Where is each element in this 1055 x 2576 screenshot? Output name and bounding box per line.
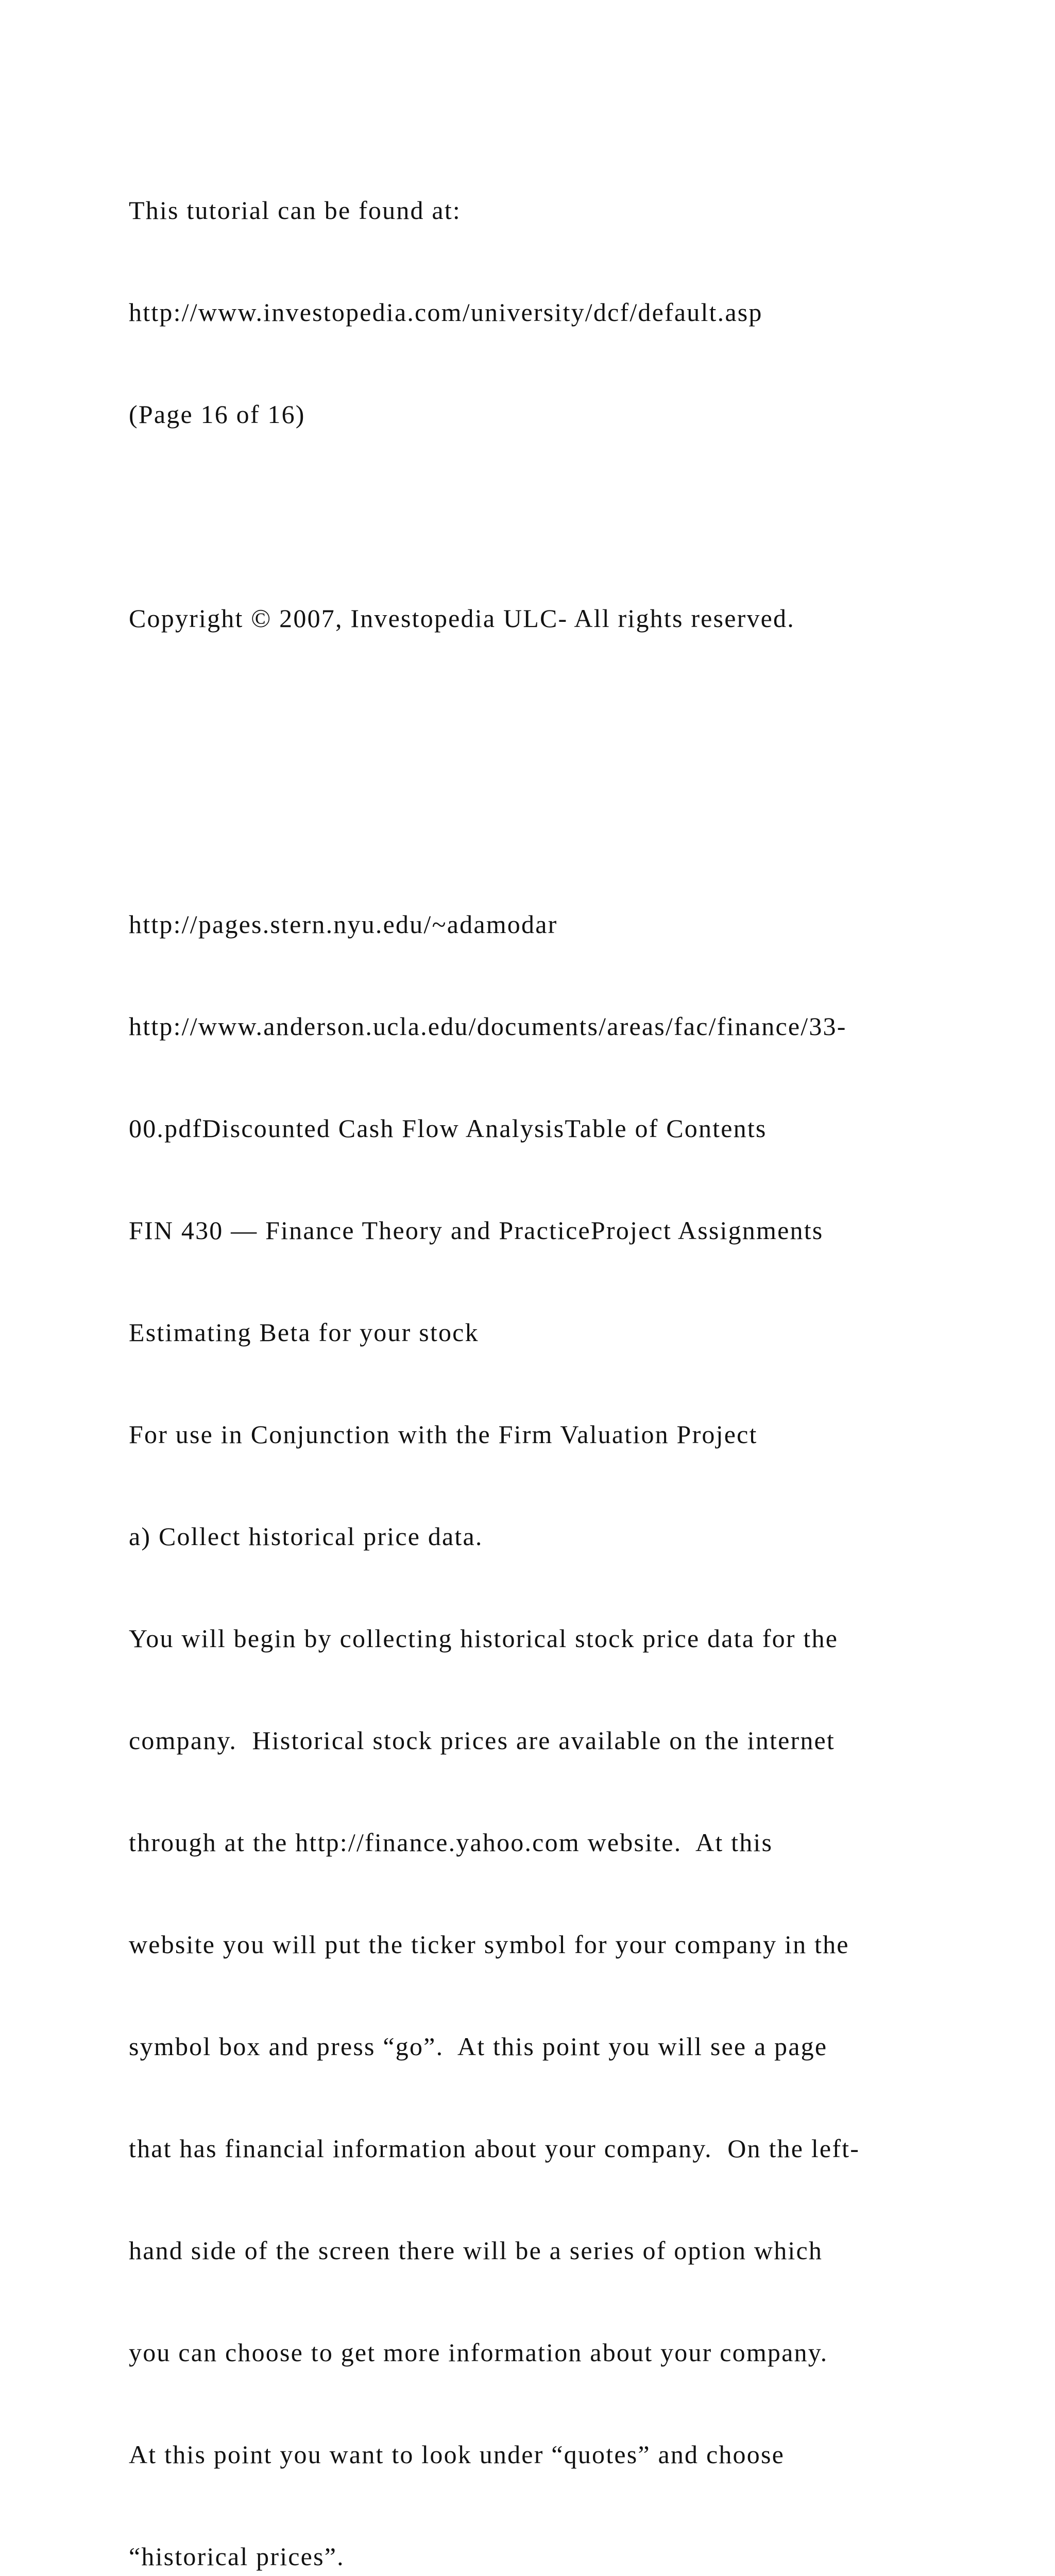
body-line: website you will put the ticker symbol for your company in the <box>129 1930 849 1959</box>
body-line: “historical prices”. <box>129 2542 345 2571</box>
body-line: symbol box and press “go”. At this point you will see a page <box>129 2032 828 2061</box>
body-line: At this point you want to look under “quotes” and choose <box>129 2440 785 2469</box>
copyright-line: Copyright © 2007, Investopedia ULC- All rights reserved. <box>129 604 795 633</box>
body-line: company. Historical stock prices are available on the internet <box>129 1726 835 1755</box>
page-indicator-line: (Page 16 of 16) <box>129 400 305 429</box>
body-line: that has financial information about your company. On the left- <box>129 2134 860 2163</box>
spacer <box>129 703 1005 805</box>
body-line: FIN 430 — Finance Theory and PracticeProject Assignments <box>129 1216 824 1245</box>
body-line: hand side of the screen there will be a series of option which <box>129 2236 823 2265</box>
body-line: 00.pdfDiscounted Cash Flow AnalysisTable of Contents <box>129 1114 767 1143</box>
body-line: http://www.anderson.ucla.edu/documents/areas/fac/finance/33- <box>129 1012 847 1041</box>
header-line: This tutorial can be found at: <box>129 196 462 225</box>
body-line: through at the http://finance.yahoo.com website. At this <box>129 1828 773 1857</box>
body-line: you can choose to get more information about your company. <box>129 2338 828 2367</box>
body-line: You will begin by collecting historical stock price data for the <box>129 1624 839 1653</box>
document-text <box>129 125 1005 2576</box>
spacer <box>129 499 1005 533</box>
body-line: http://pages.stern.nyu.edu/~adamodar <box>129 910 558 939</box>
header-url-line: http://www.investopedia.com/university/dcf/default.asp <box>129 298 763 327</box>
body-line: a) Collect historical price data. <box>129 1522 483 1551</box>
body-line: Estimating Beta for your stock <box>129 1318 479 1347</box>
body-line: For use in Conjunction with the Firm Valuation Project <box>129 1420 758 1449</box>
